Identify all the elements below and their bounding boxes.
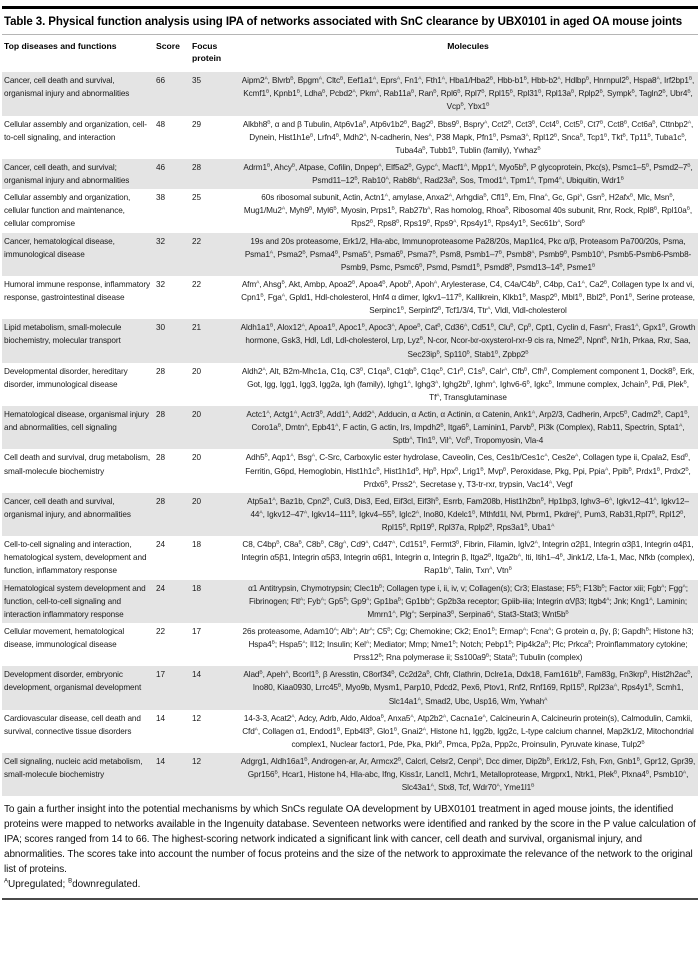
diseases-functions-cell: Cardiovascular disease, cell death and survival, connective tissue disorders bbox=[4, 713, 141, 736]
score-cell: 32 bbox=[156, 279, 165, 289]
score-cell: 24 bbox=[156, 540, 165, 550]
molecules-cell: $Adrm1^B$, Ahcy$^B$, Atpase, Cofilin, Dnpep$^A$, $Elf5a2^B$, Gypc$^A$, $Macf1^A$, $Mpp1^A$, $Myo5b^B$, P glycoprotein, Pkc(s), $Psmc1-5^B$, $Psmd2-7^B$, $Psmd11-12^B$, $Rab10^A$, $Rab8b^A$, $Rad23a^B$, Sos, $Tmod1^A$, $Tpm1^A$, $Tpm4^A$, Ubiquitin, $Wdr1^B$ bbox=[243, 162, 693, 186]
score-cell: 14 bbox=[156, 713, 165, 723]
score-cell: 48 bbox=[156, 119, 165, 129]
focus-protein-cell: 29 bbox=[192, 119, 201, 129]
diseases-functions-cell: Hematological disease, organismal injury and abnormalities, cell signaling bbox=[4, 410, 149, 433]
score-cell: 66 bbox=[156, 76, 165, 86]
diseases-functions-cell: Cell-to-cell signaling and interaction, hematological system, development and function, inflammatory response bbox=[4, 540, 147, 576]
molecules-cell: 19s and 20s proteasome, Erk1/2, Hla-abc, Immunoproteasome Pa28/20s, Map1lc4, Pkc α/β, Proteasom Pa700/20s, Psma, $Psma1^A$, $Psma2^B$, $Psma4^B$, $Psma5^A$, $Psma6^B$, $Psma7^B$, Psm8, $Psmb1-7^B$, $Psmb8^A$, $Psmb9^B$, $Psmb10^A$, Psmb5-Psmb6-Psmb8-Psmb9, Psmc, $Psmc6^B$, Psmd, $Psmd1^B$, $Psmd8^B$, $Psmd13-14^B$, $Psme1^B$ bbox=[244, 236, 692, 272]
table-footnote: To gain a further insight into the potential mechanisms by which SnCs regulate OA development by UBX0101 treatment in aged mouse joints, the identified proteins were mapped to networks available in the Ingenuity database. Seventeen networks were identified and ranked by the score in the P value calculation of IPA; scores ranged from 14 to 66. The highest-scoring network indicated a significant link with cancer, cell death and survival, organismal injury, and abnormalities. The scores take into account the number of focus proteins and the size of the network to approximate the relevance of the network to the original list of proteins. bbox=[4, 804, 696, 876]
table-row bbox=[2, 276, 698, 319]
table-row bbox=[2, 406, 698, 449]
table-header bbox=[2, 35, 698, 72]
table-body bbox=[2, 72, 698, 796]
table-row bbox=[2, 319, 698, 362]
diseases-functions-cell: Lipid metabolism, small-molecule biochemistry, molecular transport bbox=[4, 323, 122, 346]
col-header-score: Score bbox=[156, 41, 180, 51]
table-row bbox=[2, 493, 698, 536]
focus-protein-cell: 18 bbox=[192, 540, 201, 550]
focus-protein-cell: 22 bbox=[192, 236, 201, 246]
table-row bbox=[2, 449, 698, 492]
focus-protein-cell: 20 bbox=[192, 366, 201, 376]
header-row bbox=[2, 35, 698, 72]
score-cell: 30 bbox=[156, 323, 165, 333]
molecules-cell: $Actc1^A$, $Actg1^A$, $Actr3^B$, $Add1^A$, $Add2^A$, Adducin, α Actin, α Actinin, α Catenin, $Ank1^A$, Arp2/3, Cadherin, $Arpc5^B$, $Cadm2^B$, $Cap1^B$, $Coro1a^B$, Dmtn$^A$, $Epb41^A$, F actin, G actin, Irs, $Impdh2^B$, $Itga6^B$, Laminin1, Parvb$^B$, Pi3k (Complex), Rab11, Spectrin, $Spta1^A$, Sptb$^A$, $Tln1^B$, Vil$^A$, Vcl$^B$, Tropomyosin, Vla-4 bbox=[246, 410, 690, 446]
focus-protein-cell: 25 bbox=[192, 193, 201, 203]
molecules-cell: $Aldh2^A$, Alt, B2m-Mhc1a, C1q, $C3^B$, $C1qa^B$, $C1qb^B$, $C1qc^B$, $C1r^B$, $C1s^B$, Calr$^A$, Cfb$^B$, Cfh$^B$, Complement component 1, $Dock8^B$, Erk, Got, Igg, Igg1, Igg3, Igg2a, Igh (family), $Ighg1^A$, $Ighg3^A$, $Ighg2b^B$, Ighm$^A$, $Ighv6-6^B$, Igkc$^B$, Immune complex, Jchain$^B$, Pdi, Plek$^B$, $Tf^A$, Transglutaminase bbox=[241, 366, 695, 402]
focus-protein-cell: 21 bbox=[192, 323, 201, 333]
col-header-molecules: Molecules bbox=[447, 41, 489, 51]
focus-protein-cell: 20 bbox=[192, 496, 201, 506]
focus-protein-cell: 35 bbox=[192, 76, 201, 86]
score-cell: 28 bbox=[156, 410, 165, 420]
col-header-focus-protein: Focus protein bbox=[192, 41, 222, 63]
table-row bbox=[2, 710, 698, 753]
diseases-functions-cell: Developmental disorder, hereditary disorder, immunological disease bbox=[4, 366, 128, 389]
diseases-functions-cell: Cellular assembly and organization, cell-to-cell signaling, and interaction bbox=[4, 119, 147, 142]
table-row bbox=[2, 536, 698, 579]
score-cell: 46 bbox=[156, 162, 165, 172]
molecules-cell: Alad$^B$, Apeh$^A$, $Bcorl1^B$, β Aresstin, $C8orf34^B$, $Cc2d2a^B$, Chfr, Clathrin, Dclre1a, Ddx18, $Fam161b^B$, Fam83g, Fn3krp$^B$, $Hist2h2ac^B$, Ino80, Kiaa0930, $Lrrc45^B$, Myo9b, Mysm1, Parp10, Pdcd2, Pex6, Ptov1, Rnf2, Rnf169, $Rpl15^B$, $Rpl23a^A$, $Rps4y1^B$, Scmh1, $Slc14a1^A$, Smad2, Ubc, Usp16, Wm, Ywhah$^A$ bbox=[243, 670, 693, 706]
table-title: Table 3. Physical function analysis using IPA of networks associated with SnC clearance by UBX0101 in aged OA mouse joints bbox=[4, 16, 682, 28]
diseases-functions-cell: Cellular movement, hematological disease, immunological disease bbox=[4, 626, 125, 650]
table-row bbox=[2, 580, 698, 623]
molecules-cell: $Aldh1a1^B$, $Alox12^A$, $Apoa1^B$, $Apoc1^B$, $Apoc3^A$, Apoe$^B$, Cat$^B$, $Cd36^A$, $Cd51^B$, Clu$^B$, $Cp^B$, Cpt1, Cyclin d, Fasn$^A$, $Fras1^A$, $Gpx1^B$, Growth hormone, Gsk3, Hdl, Ldl, Ldl-cholesterol, Lrp, Lyz$^B$, N-cor, Ncor-lxr-oxysterol-rxr-9 cis ra, $Nme2^B$, Npnt$^B$, Nr1h, Prkaa, Rxr, Saa, $Sec23ip^B$, $Sp110^B$, $Stab1^B$, $Zpbp2^B$ bbox=[240, 323, 696, 359]
diseases-functions-cell: Cell death and survival, drug metabolism, small-molecule biochemistry bbox=[4, 453, 151, 476]
molecules-cell: $Alkbh8^B$, α and β Tubulin, $Atp6v1a^B$, $Atp6v1b2^B$, $Bag2^B$, $Bbs9^B$, Bspry$^A$, $Cct2^B$, $Cct3^B$, $Cct4^B$, $Cct5^B$, $Ct7^B$, $Cct8^B$, $Cct6a^B$, $Cttnbp2^A$, Dynein, $Hist1h1e^B$, $Lrfn4^B$, $Mdh2^A$, N-cadherin, Nes$^A$, P38 Mapk, $Pfn1^B$, $Psma3^A$, $Rpl12^B$, Snca$^B$, $Tcp1^B$, Tkt$^B$, $Tp11^B$, $Tuba1c^B$, $Tuba4a^B$, $Tubb1^B$, Tublin (family), Ywhaz$^B$ bbox=[242, 119, 694, 155]
diseases-functions-cell: Cancer, hematological disease, immunological disease bbox=[4, 236, 115, 259]
diseases-functions-cell: Cell signaling, nucleic acid metabolism, small-molecule biochemistry bbox=[4, 757, 143, 780]
focus-protein-cell: 18 bbox=[192, 583, 201, 593]
score-cell: 32 bbox=[156, 236, 165, 246]
score-cell: 38 bbox=[156, 193, 165, 203]
diseases-functions-cell: Humoral immune response, inflammatory response, gastrointestinal disease bbox=[4, 279, 151, 303]
molecules-cell: α1 Antitrypsin, Chymotrypsin; $Clec1b^B$; Collagen type i, ii, iv, v; Collagen(s); Cr3; Elastase; $F5^B$; $F13b^B$; Factor xiii; Fgb$^A$; Fgg$^A$; Fibrinogen; Ftl$^A$; Fyb$^A$; $Gp5^B$; $Gp9^A$; $Gp1ba^B$; $Gp1bb^A$; Gp2b3a receptor; Gpiib-iiia; Integrin αVβ3; $Itgb4^A$; Jnk; $Kng1^A$, Laminin; $Mmrn1^A$, Plg$^A$; $Serpina3^B$, $Serpina6^A$, Stat3-Stat3; $Wnt5b^B$ bbox=[248, 583, 688, 619]
diseases-functions-cell: Cancer, cell death and survival, organismal injury, and abnormalities bbox=[4, 496, 131, 519]
score-cell: 28 bbox=[156, 496, 165, 506]
diseases-functions-cell: Cellular assembly and organization, cellular function and maintenance, cellular compromise bbox=[4, 193, 131, 229]
table-row bbox=[2, 363, 698, 406]
diseases-functions-cell: Hematological system development and function, cell-to-cell signaling and interaction inflammatory response bbox=[4, 583, 146, 619]
diseases-functions-cell: Development disorder, embryonic development, organismal development bbox=[4, 670, 142, 693]
score-cell: 17 bbox=[156, 670, 165, 680]
score-cell: 24 bbox=[156, 583, 165, 593]
table-row bbox=[2, 233, 698, 276]
focus-protein-cell: 17 bbox=[192, 626, 201, 636]
molecules-cell: $Adh5^B$, $Aqp1^A$, Bsg$^A$, C-Src, Carboxylic ester hydrolase, Caveolin, Ces, $Ces1b/Ces1c^A$, $Ces2e^A$, Collagen type ii, Cpala2, Esd$^B$, Ferritin, G6pd, Hemoglobin, $Hist1h1c^B$, $Hist1h1d^B$, $Hp^B$, Hpx$^B$, $Lrig1^B$, Mvp$^B$, Peroxidase, Pkg, Ppi, Ppia$^A$, Ppib$^B$, $Prdx1^B$, $Prdx2^B$, $Prdx6^B$, $Prss2^A$, Secretase γ, T3-tr-rxr, trypsin, $Vac14^A$, Vegf bbox=[245, 453, 691, 489]
molecules-cell: 26s proteasome, $Adam10^A$; Alb$^A$; Atr$^A$; $C5^B$; Cg; Chemokine; Ck2; $Eno1^B$; Ermap$^A$; Fcna$^A$; G protein α, βγ, β; Gapdh$^B$; Histone h3; $Hspa4^B$; $Hspa5^A$; Il12; Insulin; Kel$^A$; Mediator; Mmp; $Nme1^B$; Notch; $Pebp1^B$; $Pip4k2a^B$; Plc; Prkca$^B$; Proinflammatory cytokine; $Prss12^B$; Rna polymerase ii; $Ss100a9^B$; Stata$^B$; Tubulin (complex) bbox=[242, 626, 694, 663]
score-cell: 14 bbox=[156, 757, 165, 767]
score-cell: 28 bbox=[156, 366, 165, 376]
focus-protein-cell: 20 bbox=[192, 453, 201, 463]
score-cell: 28 bbox=[156, 453, 165, 463]
focus-protein-cell: 12 bbox=[192, 713, 201, 723]
col-header-top-diseases: Top diseases and functions bbox=[4, 41, 117, 51]
molecules-cell: Adgrg1, $Aldh16a1^B$, Androgen-ar, Ar, $Armcx2^B$, Calcrl, Celsr2, Cenpi$^A$, Dcc dimer, $Dip2b^B$, Erk1/2, Fsh, Fxn, $Gnb1^B$, Gpr12, Gpr39, $Gpr156^B$, Hcar1, Histone h4, Hla-abc, Ifng, Kiss1r, Lancl1, Mchr1, Metalloprotease, Mrgprx1, Ntrk1, Plek$^B$, $Plxna4^B$, $Psmb10^A$, $Slc43a1^A$, Stx8, Tcf, $Wdr70^A$, $Yme1l1^B$ bbox=[240, 757, 696, 793]
molecules-cell: Afm$^A$, Ahsg$^B$, Akt, Ambp, $Apoa2^B$, $Apoa4^B$, Apob$^B$, Apoh$^A$, Arylesterase, C4, $C4a/C4b^B$, C4bp, $Ca1^A$, $Ca2^B$, Collagen type Ix and vi, $Cpn1^B$, Fga$^A$, Gpld1, Hdl-cholesterol, Hnf4 α dimer, $Igkv1-117^B$, Kallikrein, $Klkb1^B$, $Masp2^B$, $Mbl1^B$, $Bbl2^B$, $Pon1^B$, Serine protease, $Serpinc1^B$, $Serpinf2^B$, Tcf1/3/4, Ttr$^A$, Vldl, Vldl-cholesterol bbox=[241, 279, 695, 316]
top-rule bbox=[2, 6, 698, 9]
focus-protein-cell: 28 bbox=[192, 162, 201, 172]
molecules-cell: $Aipm2^A$, Blvrb$^B$, Bpgm$^A$, Cltc$^B$, $Eef1a1^A$, Eprs$^A$, $Fn1^A$, $Fth1^A$, $Hba1/Hba2^B$, Hbb-$b1^B$, Hbb-$b2^A$, Hdlbp$^B$, $Hnrnpul2^B$, $Hspa8^A$, $Irf2bp1^B$, $Kcmf1^B$, $Kpnb1^B$, Ldha$^B$, $Pcbd2^A$, Pkm$^A$, $Rab11a^B$, Ran$^B$, $Rpl6^B$, $Rpl7^B$, $Rpl15^B$, $Rpl31^B$, $Rpl13a^B$, $Rplp2^B$, Sympk$^B$, $Tagln2^B$, $Ubr4^B$, Vcp$^B$, $Ybx1^B$ bbox=[241, 76, 695, 112]
footnote-legend: $^A$Upregulated; $^B$downregulated. bbox=[4, 879, 141, 891]
diseases-functions-cell: Cancer, cell death and survival, organismal injury and abnormalities bbox=[4, 76, 130, 99]
molecules-cell: C8, $C4bp^B$, $C8a^B$, $C8b^B$, $C8g^A$, $Cd9^A$, $Cd47^A$, $Cd151^B$, $Fermt3^B$, Fibrin, Filamin, $Iglv2^A$, Integrin α2β1, Integrin α3β1, Integrin α4β1, Integrin α5β1, Integrin α5β3, Integrin α6β1, Integrin α, Integrin β, $Itga2^B$, $Itga2b^A$, Iti, $Itih1-4^B$, Jink1/2, Lfa-1, Mac, Nfkb (complex), $Rap1b^A$, Talin, Txn$^A$, Vtn$^B$ bbox=[241, 540, 695, 576]
table-row bbox=[2, 623, 698, 666]
molecules-cell: $Atp5a1^A$, Baz1b, $Cpn2^B$, Cul3, Dis3, Eed, Eif3cl, $Eif3h^B$, Esrrb, Fam208b, $Hist1h2bn^B$, Hp1bp3, $Ighv3-6^A$, $Igkv12-41^A$, $Igkv12-44^A$, $Igkv12-47^A$, $Igkv14-111^B$, $Igkv4-55^B$, $Iglc2^A$, Ino80, $Kdelc1^B$, Mthfd1l, Nvl, Pbrm1, Pkdrej$^A$, Pum3, $Rab31,Rpl7^B$, $Rpl12^B$, $Rpl15^B$, $Rpl19^B$, Rpl37a, $Rplp2^B$, $Rps3a1^B$, $Uba1^A$ bbox=[247, 496, 689, 533]
diseases-functions-cell: Cancer, cell death, and survival; organismal injury and abnormalities bbox=[4, 162, 130, 186]
score-cell: 22 bbox=[156, 626, 165, 636]
focus-protein-cell: 14 bbox=[192, 670, 201, 680]
table-row bbox=[2, 189, 698, 232]
focus-protein-cell: 12 bbox=[192, 757, 201, 767]
bottom-rule bbox=[2, 898, 698, 900]
ipa-networks-table bbox=[2, 35, 698, 796]
focus-protein-cell: 20 bbox=[192, 410, 201, 420]
focus-protein-cell: 22 bbox=[192, 279, 201, 289]
table-row bbox=[2, 116, 698, 159]
table-row bbox=[2, 72, 698, 115]
table-row bbox=[2, 666, 698, 709]
table-row bbox=[2, 753, 698, 796]
table-row bbox=[2, 159, 698, 189]
molecules-cell: 60s ribosomal subunit, Actin, $Actn1^A$, amylase, $Anxa2^A$, Arhgdia$^B$, $Cfl1^B$, Em, Flna$^A$, Gc, Gpi$^A$, Gsn$^B$, H2afx$^B$, Mlc, Msn$^B$, $Mug1/Mu2^A$, $Myh9^B$, $Myl6^B$, Myosin, $Prps1^B$, $Rab27b^A$, Ras homolog, Rhoa$^B$, Ribosomal 40s subunit, Rnr, Rock, $Rpl8^B$, $Rpl10a^B$, $Rps2^B$, $Rps8^B$, $Rps19^B$, $Rps9^A$, $Rps4y1^B$, $Rps4y1^B$, $Sec61b^A$, Sord$^B$ bbox=[243, 193, 693, 229]
molecules-cell: 14-3-3, $Acat2^A$, Adcy, Adrb, Aldo, Aldoa$^B$, $Anxa5^A$, $Atp2b2^A$, $Cacna1e^A$, Calcineurin A, Calcineurin protein(s), Calmodulin, Camkii, Cfd$^A$, Collagen α1, $Endod1^B$, $Epb4l3^B$, $Glo1^B$, $Gnai2^A$, Histone h1, Igg2b, Igg2c, L-type calcium channel, Map2k1/2, Mitochondrial complex1, Nuclear factor1, Pde, Pka, Pklr$^B$, Pmca, Pp2a, Ppp2c, Proinsulin, Pyruvate kinase, $Tulp2^B$ bbox=[242, 713, 694, 749]
